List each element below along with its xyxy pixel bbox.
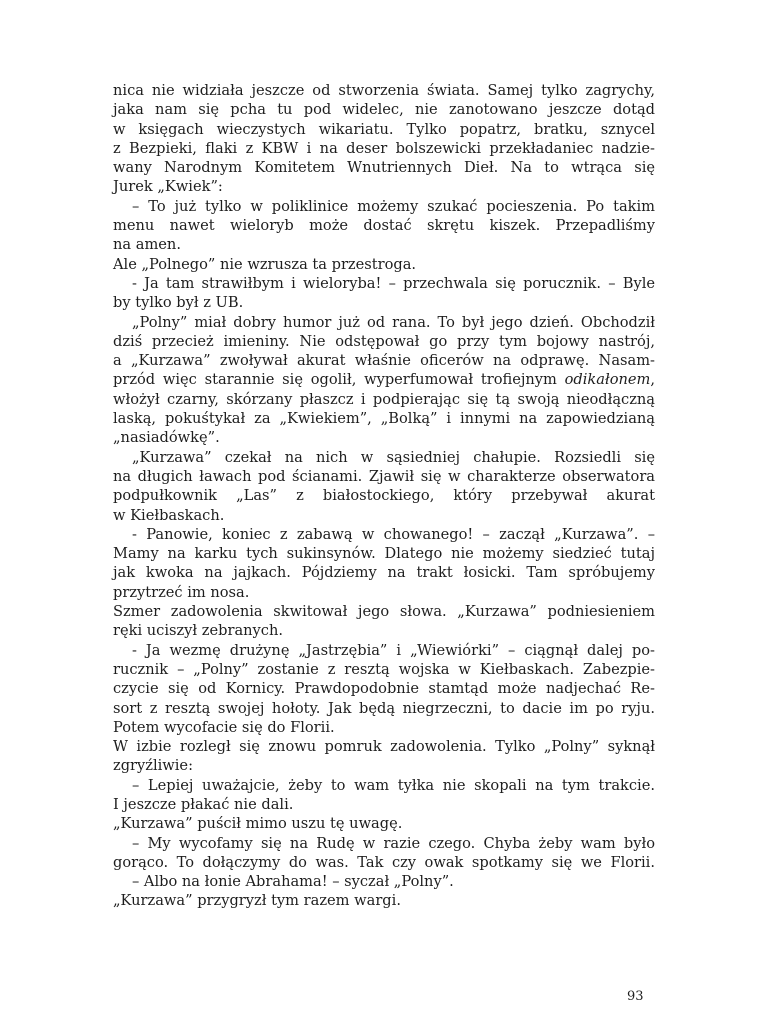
text-line: włożył czarny, skórzany płaszcz i podpierając się tą swoją nieodłączną <box>113 390 655 408</box>
page-number: 93 <box>627 989 644 1004</box>
text-line: „Kurzawa” czekał na nich w sąsiedniej chałupie. Rozsiedli się <box>132 448 655 466</box>
text-line: przód więc starannie się ogolił, wyperfumował trofiejnym odikałonem, <box>113 371 655 389</box>
text-line: „nasiadówkę”. <box>113 429 220 447</box>
text-line: „Kurzawa” puścił mimo uszu tę uwagę. <box>113 815 403 833</box>
text-line: jaka nam się pcha tu pod widelec, nie zanotowano jeszcze dotąd <box>113 101 655 119</box>
text-line: - Ja tam strawiłbym i wieloryba! – przechwala się porucznik. – Byle <box>132 274 655 292</box>
text-line: – Albo na łonie Abrahama! – syczał „Polny”. <box>132 873 454 891</box>
text-line: – To już tylko w poliklinice możemy szukać pocieszenia. Po takim <box>132 197 655 215</box>
text-line: Mamy na karku tych sukinsynów. Dlatego nie możemy siedzieć tutaj <box>113 545 655 563</box>
text-line: „Polny” miał dobry humor już od rana. To był jego dzień. Obchodził <box>132 313 655 331</box>
text-line: z Bezpieki, flaki z KBW i na deser bolszewicki przekładaniec nadzie- <box>113 139 655 157</box>
text-line: rucznik – „Polny” zostanie z resztą wojska w Kiełbaskach. Zabezpie- <box>113 660 655 678</box>
text-line: czycie się od Kornicy. Prawdopodobnie stamtąd może nadjechać Re- <box>113 680 655 698</box>
text-line: - Panowie, koniec z zabawą w chowanego! – zaczął „Kurzawa”. – <box>132 525 655 543</box>
text-line: Ale „Polnego” nie wzrusza ta przestroga. <box>113 255 417 273</box>
text-line: I jeszcze płakać nie dali. <box>113 795 294 813</box>
text-line: – Lepiej uważajcie, żeby to wam tyłka nie skopali na tym trakcie. <box>132 776 655 794</box>
text-line: - Ja wezmę drużynę „Jastrzębia” i „Wiewiórki” – ciągnął dalej po- <box>132 641 655 659</box>
text-line: menu nawet wieloryb może dostać skrętu kiszek. Przepadliśmy <box>113 217 655 235</box>
text-line: w Kiełbaskach. <box>113 506 225 524</box>
text-line: jak kwoka na jajkach. Pójdziemy na trakt łosicki. Tam spróbujemy <box>113 564 655 582</box>
text-line: by tylko był z UB. <box>113 294 244 312</box>
text-line: W izbie rozległ się znowu pomruk zadowolenia. Tylko „Polny” syknął <box>113 738 655 756</box>
text-line: gorąco. To dołączymy do was. Tak czy owak spotkamy się we Florii. <box>113 853 655 871</box>
italic-word: odikałonem <box>564 371 651 389</box>
text-line: Potem wycofacie się do Florii. <box>113 718 335 736</box>
text-line: Szmer zadowolenia skwitował jego słowa. „Kurzawa” podniesieniem <box>113 603 655 621</box>
text-line: Jurek „Kwiek”: <box>113 178 223 196</box>
text-line: dziś przecież imieniny. Nie odstępował go przy tym bojowy nastrój, <box>113 332 655 350</box>
text-line: ręki uciszył zebranych. <box>113 622 283 640</box>
text-line: laską, pokuśtykał za „Kwiekiem”, „Bolką” i innymi na zapowiedzianą <box>113 410 655 428</box>
text-line: wany Narodnym Komitetem Wnutriennych Dieł. Na to wtrąca się <box>113 159 655 177</box>
text-line: przytrzeć im nosa. <box>113 583 250 601</box>
body-text <box>113 81 655 911</box>
text-line: sort z resztą swojej hołoty. Jak będą niegrzeczni, to dacie im po ryju. <box>113 699 655 717</box>
text-line: a „Kurzawa” zwoływał akurat właśnie oficerów na odprawę. Nasam- <box>113 352 655 370</box>
text-line: zgryźliwie: <box>113 757 193 775</box>
text-line: na amen. <box>113 236 181 254</box>
text-line: podpułkownik „Las” z białostockiego, który przebywał akurat <box>113 487 655 505</box>
text-line: – My wycofamy się na Rudę w razie czego. Chyba żeby wam było <box>132 834 655 852</box>
text-line: w księgach wieczystych wikariatu. Tylko popatrz, bratku, sznycel <box>113 120 655 138</box>
text-line: nica nie widziała jeszcze od stworzenia świata. Samej tylko zagrychy, <box>113 82 655 99</box>
text-line: na długich ławach pod ścianami. Zjawił się w charakterze obserwatora <box>113 467 655 485</box>
text-line: „Kurzawa” przygryzł tym razem wargi. <box>113 892 401 910</box>
